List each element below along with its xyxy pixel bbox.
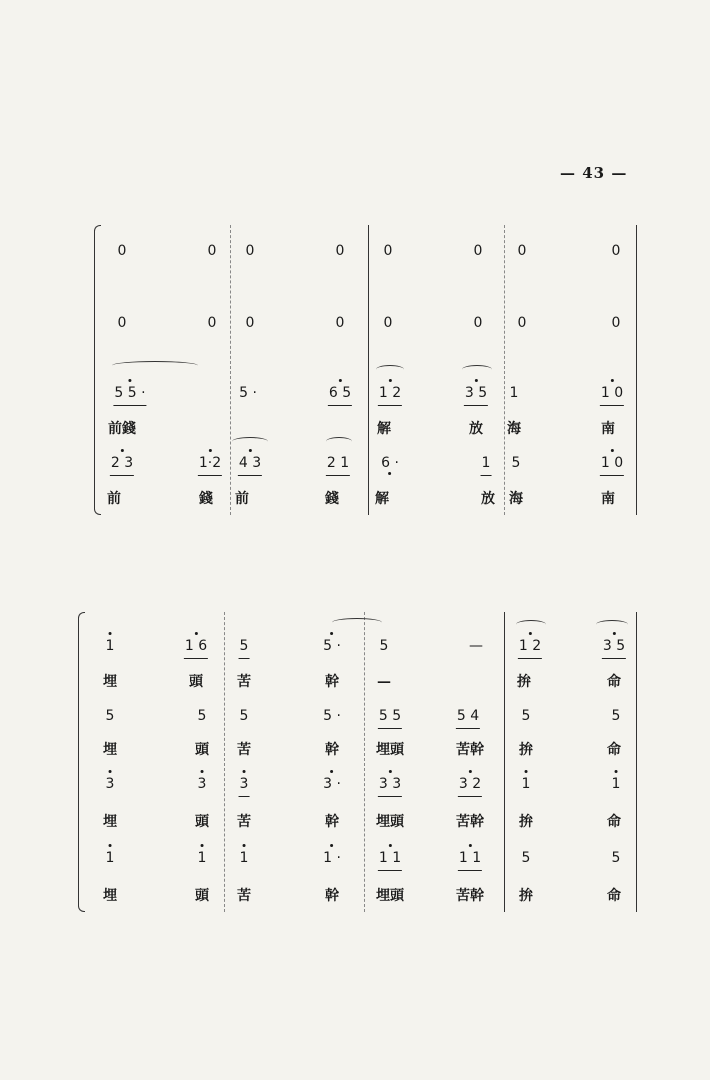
score-note: 1 [509, 385, 519, 401]
score-cell: 0 [207, 315, 217, 331]
score-note: 5 [379, 638, 389, 654]
lyric-row [100, 487, 640, 511]
score-row [84, 846, 640, 870]
lyric-cell: 南 [601, 421, 615, 437]
score-cell [509, 381, 520, 405]
score-row [100, 239, 640, 263]
score-cell [521, 772, 532, 796]
score-note: 3 2 [458, 772, 482, 797]
lyric-cell: 苦 [237, 674, 251, 690]
slur-mark [332, 618, 382, 627]
score-cell [238, 451, 262, 476]
score-note: 1 0 [600, 381, 624, 406]
lyric-cell: — [377, 674, 391, 690]
score-cell: 5 [239, 708, 249, 724]
lyric-cell: 幹 [325, 814, 339, 830]
score-note: 1 [197, 846, 208, 870]
score-cell: 0 [517, 243, 527, 259]
score-cell [105, 846, 116, 870]
score-cell [518, 634, 542, 659]
score-row [84, 772, 640, 796]
lyric-cell: 前 [235, 491, 249, 507]
score-cell [511, 451, 522, 475]
score-note: 1 [611, 772, 622, 796]
score-note: 1 [105, 846, 116, 870]
score-note: 6 · [380, 451, 400, 475]
score-cell: 0 [383, 243, 393, 259]
lyric-cell: 拚 [517, 674, 531, 690]
score-cell [197, 846, 208, 870]
score-cell [322, 634, 342, 658]
score-note: 3 [239, 772, 250, 797]
score-cell [458, 846, 482, 871]
score-cell [239, 634, 250, 659]
lyric-cell: 苦 [237, 742, 251, 758]
score-cell: 0 [611, 243, 621, 259]
score-note: 1 2 [378, 381, 402, 406]
score-note: 1 [521, 772, 532, 796]
lyric-cell: 海 [509, 491, 523, 507]
score-cell: 5 [611, 708, 621, 724]
score-cell [379, 634, 390, 658]
score-cell: 0 [117, 243, 127, 259]
score-row [100, 381, 640, 405]
slur-mark [376, 365, 404, 374]
lyric-cell: 苦 [237, 814, 251, 830]
score-row [100, 311, 640, 335]
score-cell: — [469, 638, 483, 654]
score-note: 3 5 [602, 634, 626, 659]
score-cell [322, 772, 342, 796]
score-cell [326, 451, 350, 476]
score-cell [197, 772, 208, 796]
score-cell [239, 846, 250, 870]
score-cell [113, 381, 146, 406]
score-note: 1 · [322, 846, 342, 870]
lyric-cell: 拚 [519, 814, 533, 830]
score-note: 5 · [322, 634, 342, 658]
score-cell: 0 [245, 315, 255, 331]
score-cell [600, 451, 624, 476]
score-cell: 0 [335, 315, 345, 331]
lyric-row [84, 670, 640, 694]
lyric-row [84, 884, 640, 908]
score-cell [328, 381, 352, 406]
slur-mark [462, 365, 492, 374]
score-row [100, 451, 640, 475]
lyric-cell: 拚 [519, 742, 533, 758]
lyric-cell: 海 [507, 421, 521, 437]
lyric-cell: 幹 [325, 742, 339, 758]
score-cell [105, 772, 116, 796]
score-cell: 0 [473, 243, 483, 259]
score-note: 1 1 [458, 846, 482, 871]
score-note: 5 [511, 455, 521, 471]
lyric-cell: 苦幹 [456, 888, 484, 904]
lyric-row [84, 738, 640, 762]
score-note: 3 [197, 772, 208, 796]
score-note: 6 5 [328, 381, 352, 406]
lyric-cell: 錢 [325, 491, 339, 507]
score-cell [611, 772, 622, 796]
lyric-cell: 苦 [237, 888, 251, 904]
score-note: 3 5 [464, 381, 488, 406]
score-cell: 0 [517, 315, 527, 331]
score-note: 1 [481, 451, 492, 476]
lyric-cell: 命 [607, 674, 621, 690]
lyric-cell: 苦幹 [456, 742, 484, 758]
score-note: 3 [105, 772, 116, 796]
score-note: 3 · [322, 772, 342, 796]
lyric-cell: 幹 [325, 674, 339, 690]
lyric-cell: 埋 [103, 888, 117, 904]
score-cell: 0 [335, 243, 345, 259]
score-note: 5 4 [456, 704, 480, 729]
score-cell [456, 704, 480, 729]
score-cell: 5 · [323, 708, 341, 724]
lyric-cell: 埋頭 [376, 742, 404, 758]
score-note: 1 6 [184, 634, 208, 659]
slur-mark [326, 437, 352, 446]
score-cell: 0 [383, 315, 393, 331]
lyric-cell: 頭 [195, 742, 209, 758]
score-cell [105, 634, 116, 658]
slur-mark [516, 620, 546, 629]
lyric-cell: 埋 [103, 814, 117, 830]
score-cell [458, 772, 482, 797]
score-system-2 [84, 612, 640, 912]
score-note: 5 · [239, 385, 257, 401]
lyric-cell: 命 [607, 888, 621, 904]
score-cell [238, 381, 258, 405]
score-note: 1 [105, 634, 116, 658]
score-cell [184, 634, 208, 659]
score-cell [378, 772, 402, 797]
lyric-cell: 南 [601, 491, 615, 507]
page-number: — 43 — [560, 164, 628, 182]
lyric-row [84, 810, 640, 834]
lyric-cell: 前 [107, 491, 121, 507]
lyric-cell: 頭 [189, 674, 203, 690]
score-cell [378, 846, 402, 871]
lyric-cell: 幹 [325, 888, 339, 904]
score-cell: 0 [117, 315, 127, 331]
score-cell: 5 [521, 850, 531, 866]
lyric-cell: 前錢 [108, 421, 136, 437]
score-note: 3 3 [378, 772, 402, 797]
lyric-row [100, 417, 640, 441]
score-cell [239, 772, 250, 797]
lyric-cell: 放 [481, 491, 495, 507]
lyric-cell: 命 [607, 814, 621, 830]
lyric-cell: 埋 [103, 742, 117, 758]
slur-mark [596, 620, 628, 629]
score-note: 1 0 [600, 451, 624, 476]
score-cell: 5 [611, 850, 621, 866]
score-cell [198, 451, 222, 476]
score-system-1 [100, 225, 640, 515]
score-cell: 5 [521, 708, 531, 724]
score-cell [600, 381, 624, 406]
score-cell [481, 451, 492, 476]
score-cell [378, 704, 402, 729]
lyric-cell: 放 [469, 421, 483, 437]
lyric-cell: 頭 [195, 814, 209, 830]
score-note: 1 2 [518, 634, 542, 659]
lyric-cell: 埋頭 [376, 888, 404, 904]
score-cell [380, 451, 400, 475]
lyric-cell: 解 [377, 421, 391, 437]
lyric-cell: 拚 [519, 888, 533, 904]
score-note: 2 3 [110, 451, 134, 476]
score-note: 5 5 [378, 704, 402, 729]
score-cell [110, 451, 134, 476]
lyric-cell: 頭 [195, 888, 209, 904]
score-note: 5 5 · [113, 381, 146, 406]
score-cell: 0 [611, 315, 621, 331]
score-cell: 5 [105, 708, 115, 724]
score-cell: 0 [207, 243, 217, 259]
score-cell [322, 846, 342, 870]
score-note: 1 [239, 846, 250, 870]
score-cell [602, 634, 626, 659]
score-cell: 0 [473, 315, 483, 331]
slur-mark [112, 361, 198, 370]
lyric-cell: 苦幹 [456, 814, 484, 830]
lyric-cell: 解 [375, 491, 389, 507]
lyric-cell: 命 [607, 742, 621, 758]
score-note: 2 1 [326, 451, 350, 476]
lyric-cell: 埋頭 [376, 814, 404, 830]
lyric-cell: 埋 [103, 674, 117, 690]
score-cell [378, 381, 402, 406]
lyric-cell: 錢 [199, 491, 213, 507]
score-cell: 0 [245, 243, 255, 259]
score-note: 1·2 [198, 451, 222, 476]
slur-mark [232, 437, 268, 446]
score-row [84, 704, 640, 728]
score-note: 1 1 [378, 846, 402, 871]
score-cell: 5 [197, 708, 207, 724]
score-note: 5 [239, 634, 250, 659]
score-cell [464, 381, 488, 406]
score-row [84, 634, 640, 658]
score-note: 4 3 [238, 451, 262, 476]
